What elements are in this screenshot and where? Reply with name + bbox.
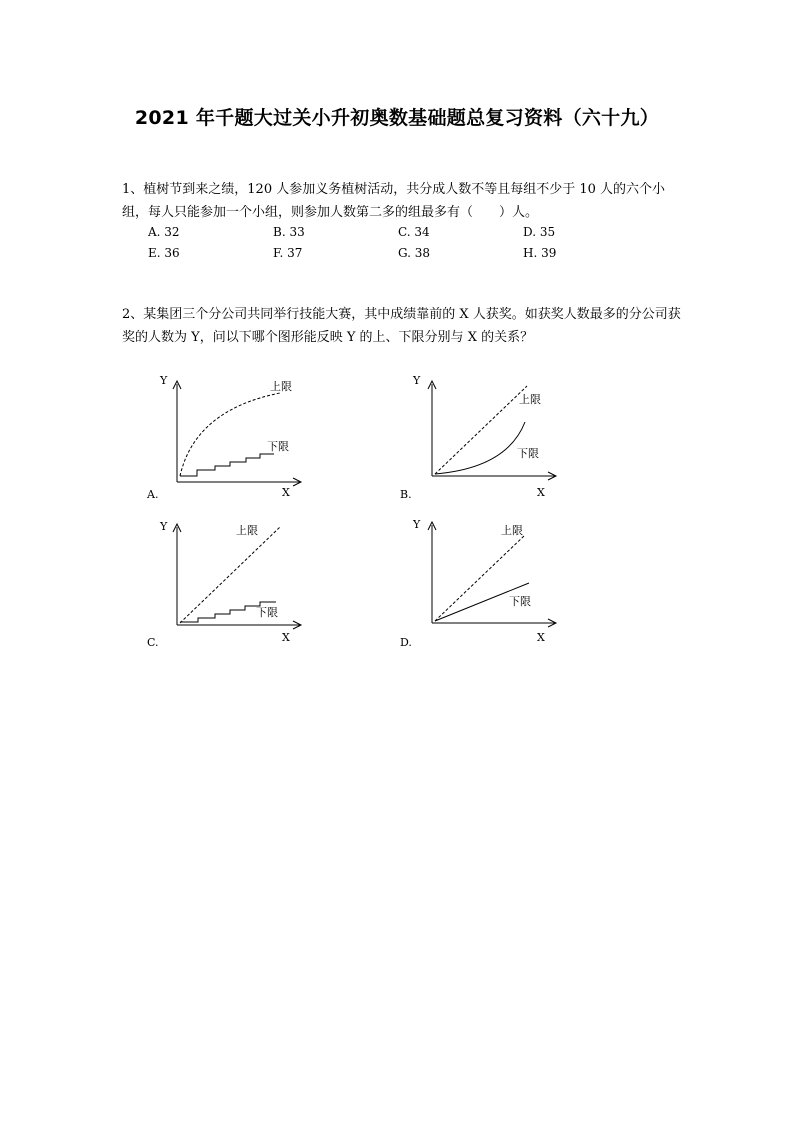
upper-limit-label: 上限 (236, 524, 258, 537)
upper-limit-label: 上限 (519, 393, 541, 406)
upper-limit-line (435, 386, 527, 474)
graph-a (140, 370, 320, 505)
question-2-text: 2、某集团三个分公司共同举行技能大赛，其中成绩靠前的 X 人获奖。如获奖人数最多的分公司获奖的人数为 Y，问以下哪个图形能反映 Y 的上、下限分别与 X 的关系？ (122, 307, 681, 345)
option-d: D. 35 (523, 225, 556, 239)
graph-c-label: C. (147, 636, 159, 649)
options-row-2 (148, 243, 688, 264)
graph-d-label: D. (400, 636, 412, 649)
upper-limit-label: 上限 (270, 380, 292, 393)
option-c: C. 34 (398, 225, 430, 239)
option-f: F. 37 (273, 246, 303, 260)
option-b: B. 33 (273, 225, 305, 239)
graph-c (140, 515, 320, 650)
y-axis-label: Y (160, 374, 168, 387)
option-g: G. 38 (398, 246, 431, 260)
lower-limit-curve (435, 422, 525, 474)
upper-limit-line (435, 535, 525, 621)
graph-a-label: A. (147, 488, 159, 501)
graph-d (395, 515, 575, 650)
lower-limit-label: 下限 (509, 595, 531, 608)
option-h: H. 39 (523, 246, 557, 260)
x-axis-label: X (282, 631, 290, 644)
y-axis-label: Y (413, 518, 421, 531)
option-a: A. 32 (148, 225, 180, 239)
y-axis-label: Y (413, 374, 421, 387)
page-title: 2021 年千题大过关小升初奥数基础题总复习资料（六十九） (134, 107, 660, 129)
lower-limit-label: 下限 (267, 440, 289, 453)
option-e: E. 36 (148, 246, 180, 260)
graph-b-label: B. (400, 488, 412, 501)
lower-limit-label: 下限 (256, 606, 278, 619)
question-1-text: 1、植树节到来之绩，120 人参加义务植树活动，共分成人数不等且每组不少于 10 人的六个小组，每人只能参加一个小组，则参加人数第二多的组最多有（ ）人。 (122, 182, 666, 220)
graph-b (395, 370, 575, 505)
options-row-1 (148, 222, 688, 243)
question-1-options (148, 222, 688, 264)
x-axis-label: X (282, 486, 290, 499)
x-axis-label: X (537, 631, 545, 644)
upper-limit-label: 上限 (501, 524, 523, 537)
y-axis-label: Y (160, 520, 168, 533)
x-axis-label: X (537, 486, 545, 499)
lower-limit-steps (180, 454, 274, 476)
lower-limit-label: 下限 (517, 447, 539, 460)
